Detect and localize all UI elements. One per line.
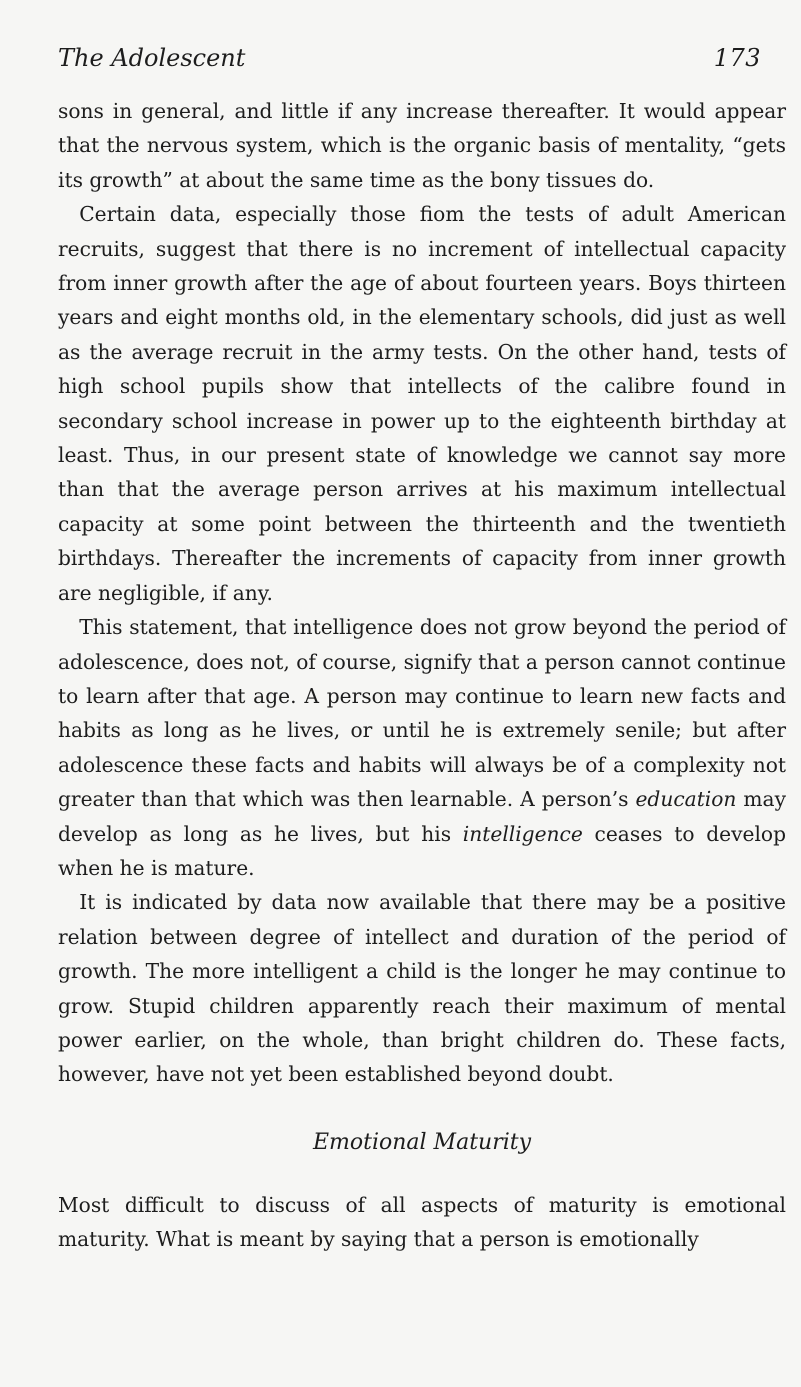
paragraph-growth-relation: It is indicated by data now available that there may be a positive relation between degree of intellect and duration of the period of growth. The more intelligent a child is the longer he may continue to grow. Stupid children apparently reach their maximum of mental power earlier, on the whole, than bright children do. These facts, however, have not yet been established beyond doubt. (58, 890, 786, 1087)
paragraph-intelligence-statement (58, 610, 786, 885)
paragraph-text-segment: ceases to develop when he is mature. (58, 821, 786, 880)
paragraph-text-segment: may develop as long as he lives, but his (58, 787, 786, 846)
section-heading: Emotional Maturity (312, 1129, 532, 1155)
paragraph-recruit-data: Certain data, especially those fiom the tests of adult American recruits, suggest that there is no increment of intellectual capacity from inner growth after the age of about fourteen years. Boys thirteen years and eight months old, in the elementary schools, did just as well as the average recruit in the army tests. On the other hand, tests of high school pupils show that intellects of the calibre found in secondary school increase in power up to the eighteenth birthday at least. Thus, in our present state of knowledge we cannot say more than that the average person arrives at his maximum intellectual capacity at some point between the thirteenth and the twentieth birthdays. Thereafter the increments of capacity from inner growth are negligible, if any. (58, 202, 786, 605)
paragraph-emotional-maturity: Most difficult to discuss of all aspects of maturity is emotional maturity. What is meant by saying that a person is emotionally (58, 1192, 786, 1252)
emphasis-intelligence: intelligence (462, 821, 583, 846)
page-number: 173 (713, 44, 761, 72)
body-text (58, 94, 786, 1257)
running-head-title: The Adolescent (58, 44, 246, 72)
running-head (58, 44, 761, 78)
emphasis-education: education (635, 787, 737, 812)
paragraph-continued: sons in general, and little if any increase thereafter. It would appear that the nervous system, which is the organic basis of mentality, “gets its growth” at about the same time as the bony tissues do. (58, 99, 786, 192)
paragraph-text-segment: This statement, that intelligence does not grow beyond the period of adolescence, does not, of course, signify that a person cannot continue to learn after that age. A person may continue to learn new facts and habits as long as he lives, or until he is extremely senile; but after adolescence these facts and habits will always be of a complexity not greater than that which was then learnable. A person’s (58, 615, 786, 812)
